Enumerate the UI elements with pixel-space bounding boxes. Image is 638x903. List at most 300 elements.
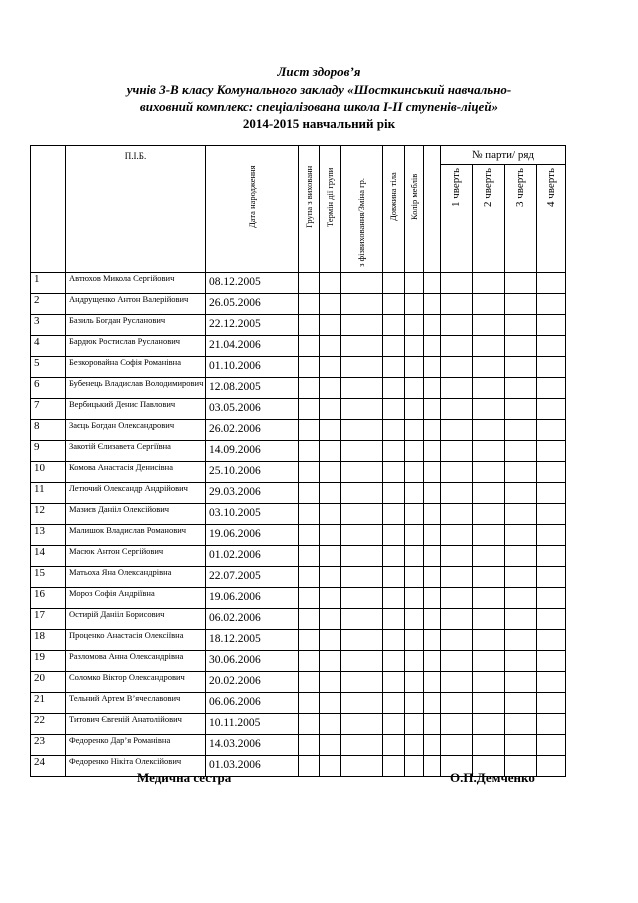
empty-cell: [405, 378, 424, 399]
header-quarter-2: 2 чверть: [473, 165, 505, 273]
row-number: 24: [31, 756, 66, 777]
empty-cell: [473, 714, 505, 735]
student-dob: 06.06.2006: [206, 693, 299, 714]
empty-cell: [320, 273, 341, 294]
empty-cell: [424, 672, 441, 693]
empty-cell: [505, 588, 537, 609]
empty-cell: [320, 609, 341, 630]
row-number: 21: [31, 693, 66, 714]
student-dob: 03.10.2005: [206, 504, 299, 525]
empty-cell: [383, 336, 405, 357]
table-row: [31, 441, 566, 462]
student-dob: 29.03.2006: [206, 483, 299, 504]
empty-cell: [473, 462, 505, 483]
header-dob: Дата народження: [206, 146, 299, 273]
empty-cell: [405, 357, 424, 378]
empty-cell: [341, 336, 383, 357]
row-number: 11: [31, 483, 66, 504]
header-name: П.І.Б.: [66, 146, 206, 273]
empty-cell: [320, 693, 341, 714]
empty-cell: [441, 651, 473, 672]
document-subtitle-line1: учнів 3-В класу Комунального закладу «Шосткинський навчально-: [126, 82, 512, 97]
empty-cell: [473, 672, 505, 693]
empty-cell: [441, 609, 473, 630]
empty-cell: [424, 609, 441, 630]
empty-cell: [341, 315, 383, 336]
empty-cell: [473, 693, 505, 714]
empty-cell: [505, 714, 537, 735]
student-dob: 21.04.2006: [206, 336, 299, 357]
empty-cell: [299, 336, 320, 357]
empty-cell: [341, 546, 383, 567]
empty-cell: [505, 693, 537, 714]
empty-cell: [320, 756, 341, 777]
student-name: Матьоха Яна Олександрівна: [66, 567, 206, 588]
empty-cell: [473, 294, 505, 315]
empty-cell: [383, 756, 405, 777]
empty-cell: [320, 567, 341, 588]
empty-cell: [320, 714, 341, 735]
row-number: 1: [31, 273, 66, 294]
empty-cell: [424, 504, 441, 525]
empty-cell: [341, 693, 383, 714]
health-sheet-table: [30, 145, 566, 777]
empty-cell: [299, 735, 320, 756]
document-subtitle-line2: виховний комплекс: спеціалізована школа I-II ступенів-ліцей»: [139, 99, 499, 114]
table-row: [31, 588, 566, 609]
empty-cell: [537, 693, 566, 714]
empty-cell: [424, 462, 441, 483]
row-number: 9: [31, 441, 66, 462]
empty-cell: [320, 420, 341, 441]
student-dob: 19.06.2006: [206, 588, 299, 609]
row-number: 19: [31, 651, 66, 672]
empty-cell: [424, 420, 441, 441]
empty-cell: [473, 378, 505, 399]
empty-cell: [505, 546, 537, 567]
empty-cell: [537, 357, 566, 378]
student-name: Масюк Антон Сергійович: [66, 546, 206, 567]
empty-cell: [383, 693, 405, 714]
empty-cell: [341, 462, 383, 483]
empty-cell: [405, 630, 424, 651]
student-name: Мороз Софія Андріївна: [66, 588, 206, 609]
empty-cell: [320, 588, 341, 609]
empty-cell: [341, 357, 383, 378]
empty-cell: [473, 315, 505, 336]
empty-cell: [341, 735, 383, 756]
student-dob: 03.05.2006: [206, 399, 299, 420]
empty-cell: [383, 420, 405, 441]
empty-cell: [537, 504, 566, 525]
student-dob: 19.06.2006: [206, 525, 299, 546]
empty-cell: [424, 630, 441, 651]
empty-cell: [424, 651, 441, 672]
empty-cell: [405, 273, 424, 294]
empty-cell: [473, 630, 505, 651]
table-row: [31, 378, 566, 399]
empty-cell: [341, 378, 383, 399]
empty-cell: [505, 735, 537, 756]
empty-cell: [537, 273, 566, 294]
table-header-row: [31, 146, 566, 165]
student-name: Бубенець Владислав Володимирович: [66, 378, 206, 399]
student-dob: 08.12.2005: [206, 273, 299, 294]
empty-cell: [441, 420, 473, 441]
empty-cell: [537, 651, 566, 672]
table-row: [31, 735, 566, 756]
empty-cell: [537, 420, 566, 441]
empty-cell: [505, 609, 537, 630]
empty-cell: [441, 714, 473, 735]
empty-cell: [405, 441, 424, 462]
empty-cell: [383, 714, 405, 735]
empty-cell: [341, 630, 383, 651]
empty-cell: [383, 294, 405, 315]
empty-cell: [424, 336, 441, 357]
empty-cell: [537, 756, 566, 777]
row-number: 7: [31, 399, 66, 420]
empty-cell: [405, 588, 424, 609]
empty-cell: [320, 504, 341, 525]
empty-cell: [537, 336, 566, 357]
empty-cell: [441, 693, 473, 714]
header-body-length: Довжина тіла: [383, 146, 405, 273]
empty-cell: [505, 651, 537, 672]
empty-cell: [320, 735, 341, 756]
student-dob: 01.03.2006: [206, 756, 299, 777]
student-name: Проценко Анастасія Олексіївна: [66, 630, 206, 651]
empty-cell: [505, 672, 537, 693]
empty-cell: [405, 315, 424, 336]
empty-cell: [299, 315, 320, 336]
empty-cell: [505, 504, 537, 525]
student-name: Бардюк Ростислав Русланович: [66, 336, 206, 357]
table-row: [31, 714, 566, 735]
table-row: [31, 294, 566, 315]
row-number: 16: [31, 588, 66, 609]
empty-cell: [320, 336, 341, 357]
empty-cell: [441, 294, 473, 315]
row-number: 14: [31, 546, 66, 567]
empty-cell: [473, 420, 505, 441]
empty-cell: [383, 630, 405, 651]
row-number: 18: [31, 630, 66, 651]
empty-cell: [299, 756, 320, 777]
header-number: [31, 146, 66, 273]
empty-cell: [383, 588, 405, 609]
row-number: 3: [31, 315, 66, 336]
empty-cell: [320, 315, 341, 336]
empty-cell: [320, 546, 341, 567]
empty-cell: [424, 441, 441, 462]
empty-cell: [383, 315, 405, 336]
student-name: Федоренко Дар’я Романівна: [66, 735, 206, 756]
empty-cell: [383, 504, 405, 525]
row-number: 20: [31, 672, 66, 693]
empty-cell: [383, 567, 405, 588]
student-dob: 22.07.2005: [206, 567, 299, 588]
table-row: [31, 546, 566, 567]
row-number: 2: [31, 294, 66, 315]
empty-cell: [299, 588, 320, 609]
table-row: [31, 315, 566, 336]
empty-cell: [320, 672, 341, 693]
empty-cell: [537, 399, 566, 420]
empty-cell: [341, 651, 383, 672]
student-name: Соломко Віктор Олександрович: [66, 672, 206, 693]
empty-cell: [299, 441, 320, 462]
empty-cell: [441, 546, 473, 567]
empty-cell: [405, 483, 424, 504]
empty-cell: [405, 672, 424, 693]
empty-cell: [424, 357, 441, 378]
empty-cell: [299, 420, 320, 441]
empty-cell: [424, 315, 441, 336]
student-dob: 25.10.2006: [206, 462, 299, 483]
student-name: Федоренко Нікіта Олексійович: [66, 756, 206, 777]
empty-cell: [299, 525, 320, 546]
table-row: [31, 273, 566, 294]
empty-cell: [505, 399, 537, 420]
empty-cell: [505, 315, 537, 336]
empty-cell: [383, 273, 405, 294]
empty-cell: [537, 462, 566, 483]
header-quarter-1: 1 чверть: [441, 165, 473, 273]
empty-cell: [505, 294, 537, 315]
empty-cell: [505, 462, 537, 483]
empty-cell: [473, 273, 505, 294]
empty-cell: [299, 693, 320, 714]
empty-cell: [537, 714, 566, 735]
empty-cell: [383, 399, 405, 420]
student-dob: 26.05.2006: [206, 294, 299, 315]
student-name: Базиль Богдан Русланович: [66, 315, 206, 336]
row-number: 15: [31, 567, 66, 588]
empty-cell: [537, 672, 566, 693]
student-dob: 14.09.2006: [206, 441, 299, 462]
empty-cell: [341, 294, 383, 315]
empty-cell: [473, 609, 505, 630]
row-number: 12: [31, 504, 66, 525]
empty-cell: [473, 336, 505, 357]
empty-cell: [383, 483, 405, 504]
empty-cell: [537, 525, 566, 546]
document-title: Лист здоров’я: [277, 64, 361, 79]
empty-cell: [537, 546, 566, 567]
empty-cell: [320, 630, 341, 651]
row-number: 8: [31, 420, 66, 441]
student-dob: 26.02.2006: [206, 420, 299, 441]
table-row: [31, 357, 566, 378]
empty-cell: [320, 441, 341, 462]
empty-cell: [383, 357, 405, 378]
empty-cell: [299, 273, 320, 294]
empty-cell: [537, 378, 566, 399]
empty-cell: [405, 399, 424, 420]
empty-cell: [341, 441, 383, 462]
empty-cell: [473, 567, 505, 588]
student-name: Комова Анастасія Денисівна: [66, 462, 206, 483]
empty-cell: [320, 651, 341, 672]
row-number: 13: [31, 525, 66, 546]
empty-cell: [299, 546, 320, 567]
empty-cell: [473, 357, 505, 378]
table-row: [31, 651, 566, 672]
header-empty: [424, 146, 441, 273]
row-number: 5: [31, 357, 66, 378]
empty-cell: [424, 294, 441, 315]
empty-cell: [405, 714, 424, 735]
empty-cell: [441, 630, 473, 651]
student-name: Андрущенко Антон Валерійович: [66, 294, 206, 315]
empty-cell: [405, 693, 424, 714]
empty-cell: [424, 735, 441, 756]
empty-cell: [424, 693, 441, 714]
empty-cell: [424, 714, 441, 735]
row-number: 10: [31, 462, 66, 483]
empty-cell: [424, 588, 441, 609]
empty-cell: [473, 546, 505, 567]
empty-cell: [405, 546, 424, 567]
student-name: Тельний Артем В’ячеславович: [66, 693, 206, 714]
empty-cell: [383, 378, 405, 399]
row-number: 6: [31, 378, 66, 399]
empty-cell: [424, 567, 441, 588]
row-number: 17: [31, 609, 66, 630]
empty-cell: [299, 609, 320, 630]
student-dob: 14.03.2006: [206, 735, 299, 756]
nurse-name: О.П.Демченко: [450, 770, 535, 785]
empty-cell: [320, 483, 341, 504]
empty-cell: [473, 735, 505, 756]
student-dob: 01.10.2006: [206, 357, 299, 378]
empty-cell: [441, 399, 473, 420]
empty-cell: [299, 462, 320, 483]
empty-cell: [299, 504, 320, 525]
empty-cell: [537, 567, 566, 588]
empty-cell: [505, 567, 537, 588]
empty-cell: [341, 588, 383, 609]
empty-cell: [341, 483, 383, 504]
student-name: Малишок Владислав Романович: [66, 525, 206, 546]
empty-cell: [424, 399, 441, 420]
empty-cell: [537, 441, 566, 462]
row-number: 4: [31, 336, 66, 357]
student-dob: 12.08.2005: [206, 378, 299, 399]
school-year: 2014-2015 навчальний рік: [242, 116, 396, 131]
empty-cell: [341, 672, 383, 693]
empty-cell: [299, 714, 320, 735]
empty-cell: [320, 399, 341, 420]
empty-cell: [505, 420, 537, 441]
empty-cell: [473, 483, 505, 504]
empty-cell: [383, 546, 405, 567]
empty-cell: [441, 336, 473, 357]
empty-cell: [320, 462, 341, 483]
empty-cell: [405, 525, 424, 546]
header-quarter-3: 3 чверть: [505, 165, 537, 273]
table-row: [31, 693, 566, 714]
table-row: [31, 483, 566, 504]
row-number: 22: [31, 714, 66, 735]
student-name: Разломова Анна Олександрівна: [66, 651, 206, 672]
student-dob: 06.02.2006: [206, 609, 299, 630]
table-row: [31, 420, 566, 441]
student-name: Мазиєв Данііл Олексійович: [66, 504, 206, 525]
empty-cell: [383, 609, 405, 630]
empty-cell: [341, 756, 383, 777]
empty-cell: [405, 336, 424, 357]
empty-cell: [341, 273, 383, 294]
student-dob: 30.06.2006: [206, 651, 299, 672]
empty-cell: [441, 483, 473, 504]
empty-cell: [299, 567, 320, 588]
student-name: Закотій Єлизавета Сергіївна: [66, 441, 206, 462]
empty-cell: [537, 630, 566, 651]
empty-cell: [320, 357, 341, 378]
empty-cell: [341, 567, 383, 588]
empty-cell: [383, 735, 405, 756]
empty-cell: [405, 609, 424, 630]
empty-cell: [424, 525, 441, 546]
student-name: Заєць Богдан Олександрович: [66, 420, 206, 441]
table-row: [31, 462, 566, 483]
empty-cell: [505, 525, 537, 546]
empty-cell: [441, 672, 473, 693]
empty-cell: [505, 630, 537, 651]
empty-cell: [405, 294, 424, 315]
student-name: Летючий Олександр Андрійович: [66, 483, 206, 504]
empty-cell: [320, 294, 341, 315]
header-desk-row: № парти/ ряд: [441, 146, 566, 165]
empty-cell: [424, 273, 441, 294]
table-row: [31, 567, 566, 588]
table-row: [31, 336, 566, 357]
student-dob: 18.12.2005: [206, 630, 299, 651]
student-name: Титович Євгеній Анатолійович: [66, 714, 206, 735]
empty-cell: [383, 672, 405, 693]
empty-cell: [383, 525, 405, 546]
empty-cell: [341, 420, 383, 441]
student-name: Вербицький Денис Павлович: [66, 399, 206, 420]
empty-cell: [441, 504, 473, 525]
empty-cell: [341, 714, 383, 735]
empty-cell: [473, 441, 505, 462]
row-number: 23: [31, 735, 66, 756]
empty-cell: [441, 588, 473, 609]
header-furniture-color: Колір меблів: [405, 146, 424, 273]
empty-cell: [505, 483, 537, 504]
empty-cell: [441, 525, 473, 546]
table-row: [31, 399, 566, 420]
empty-cell: [405, 567, 424, 588]
nurse-label: Медична сестра: [137, 770, 232, 785]
table-row: [31, 504, 566, 525]
empty-cell: [441, 357, 473, 378]
empty-cell: [537, 735, 566, 756]
empty-cell: [405, 735, 424, 756]
table-row: [31, 630, 566, 651]
empty-cell: [299, 630, 320, 651]
empty-cell: [441, 735, 473, 756]
empty-cell: [537, 294, 566, 315]
empty-cell: [441, 273, 473, 294]
empty-cell: [405, 462, 424, 483]
student-dob: 01.02.2006: [206, 546, 299, 567]
empty-cell: [405, 756, 424, 777]
empty-cell: [299, 399, 320, 420]
